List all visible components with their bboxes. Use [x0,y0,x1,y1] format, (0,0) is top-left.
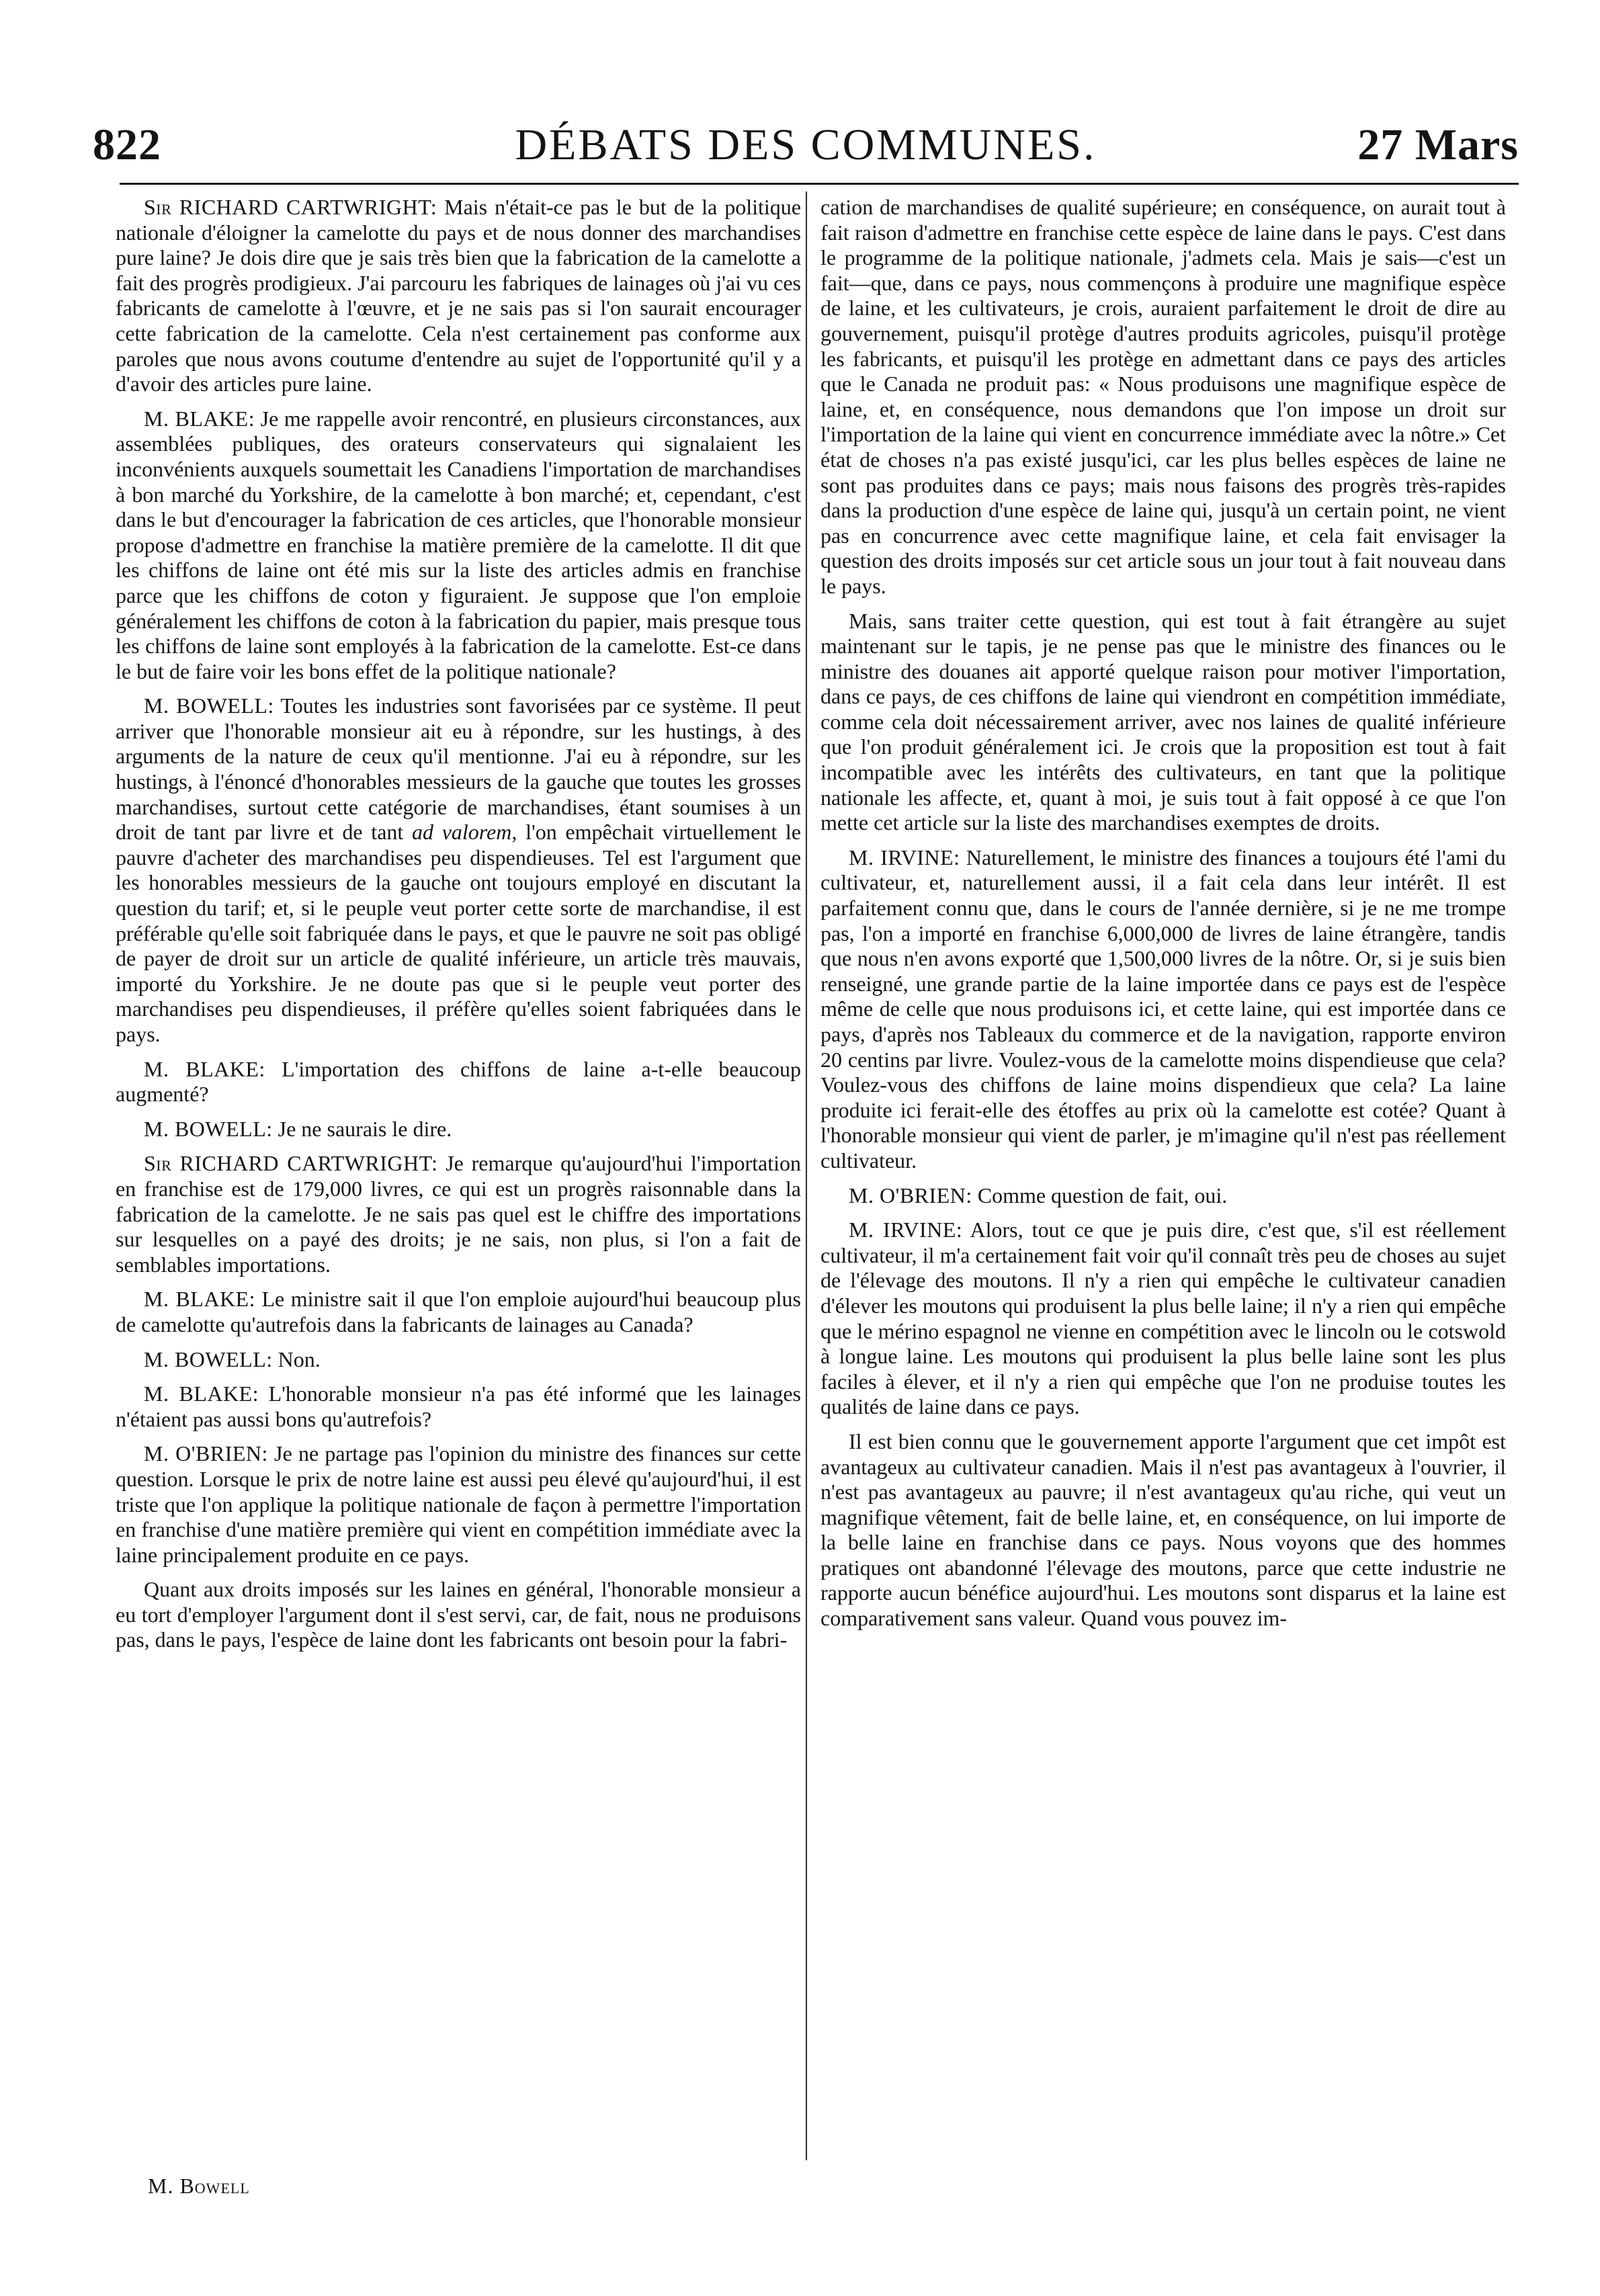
speaker-name: M. BOWELL: [144,693,274,718]
column-divider [806,192,807,2160]
speaker-name: M. BLAKE: [144,1056,265,1081]
speaker-name: Sir RICHARD CARTWRIGHT: [144,195,437,219]
running-date: 27 Mars [1357,120,1519,169]
paragraph [116,195,801,397]
speaker-name: M. O'BRIEN: [144,1441,268,1466]
speech-text: L'importation des chiffons de laine a-t-elle beaucoup augmenté? [116,1056,802,1107]
speech-text: Alors, tout ce que je puis dire, c'est que, s'il est réellement cultivateur, il m'a certainement fait voir qu'il connaît très peu de choses au sujet de l'élevage des moutons. Il n'y a rien qui empêche le cultivateur canadien d'élever les moutons qui produisent la plus belle laine; il n'y a rien qui empêche que le mérino espagnol ne vienne en compétition avec le lincoln ou le cotswold à longue laine. Les moutons qui produisent la plus belle laine sont les plus faciles à élever, et il n'y a rien qui empêche que l'on ne produise toutes les qualités de laine dans ce pays. [820,1218,1507,1419]
speech-text: , l'on empêchait virtuellement le pauvre d'acheter des marchandises peu dispendieuses. Tel est l'argument que les honorables messieurs de la gauche ont toujours employé en discutant la question du tarif; et, si le peuple veut porter cette sorte de marchandise, il est préférable qu'elle soit fabriquée dans le pays, et que le pauvre ne soit pas obligé de payer de droit sur un article de qualité inférieure, un article très mauvais, importé du Yorkshire. Je ne doute pas que si le peuple veut porter des marchandises peu dispendieuses, il préfère qu'elles soient fabriquées dans le pays. [116,820,802,1046]
paragraph [820,1183,1506,1209]
speaker-name: M. IRVINE: [849,845,960,869]
paragraph [820,1429,1506,1631]
speech-text: Naturellement, le ministre des finances a toujours été l'ami du cultivateur, et, naturellement aussi, il a fait cela dans leur intérêt. Il est parfaitement connu que, dans le cours de l'année dernière, si je ne me trompe pas, l'on a importé en franchise 6,000,000 de livres de laine étrangère, tandis que nous n'en avons exporté que 1,500,000 livres de la nôtre. Or, si je suis bien renseigné, une grande partie de la laine importée dans ce pays est de l'espèce même de celle que nous produisons ici, et cette laine, qui est importée dans ce pays, d'après nos Tableaux du commerce et de la navigation, rapporte environ 20 centins par livre. Voulez-vous de la camelotte moins dispendieuse que cela? Voulez-vous des chiffons de laine moins dispendieux que cela? La laine produite ici ferait-elle des étoffes au prix où la camelotte est cotée? Quant à l'honorable monsieur qui vient de parler, je m'imagine qu'il n'est pas réellement cultivateur. [820,845,1507,1173]
speaker-name: M. O'BRIEN: [849,1183,972,1207]
speech-text: Comme question de fait, oui. [972,1183,1228,1207]
paragraph [116,1117,801,1142]
speaker-name: M. BLAKE: [144,1381,259,1406]
paragraph [116,1381,801,1432]
paragraph [116,1151,801,1277]
right-column [820,195,1506,1641]
catchword: M. Bowell [148,2174,250,2198]
page-number: 822 [93,120,161,169]
speech-text: cation de marchandises de qualité supérieure; en conséquence, on aurait tout à fait raison d'admettre en franchise cette espèce de laine dans le pays. C'est dans le programme de la politique nationale, j'admets cela. Mais je sais—c'est un fait—que, dans ce pays, nous commençons à produire une magnifique espèce de laine, et les cultivateurs, je crois, auraient parfaitement le droit de dire au gouvernement, puisqu'il protège d'autres produits agricoles, puisqu'il protège les fabricants, et puisqu'il les protège en admettant dans ce pays des articles que le Canada ne produit pas: « Nous produisons une magnifique espèce de laine, et, en conséquence, nous demandons que l'on impose un droit sur l'importation de la laine qui vient en concurrence immédiate avec la nôtre.» Cet état de choses n'a pas existé jusqu'ici, car les plus belles espèces de laine ne sont pas produites dans ce pays; mais nous faisons des progrès très-rapides dans la production d'une espèce de laine qui, jusqu'à un certain point, ne vient pas en concurrence avec cette magnifique laine, et cela fait envisager la question des droits imposés sur cet article sous un jour tout à fait nouveau dans le pays. [820,195,1506,598]
speech-text: Je me rappelle avoir rencontré, en plusieurs circonstances, aux assemblées publiques, des orateurs conservateurs qui signalaient les inconvénients auxquels soumettait les Canadiens l'importation de marchandises à bon marché du Yorkshire, de la camelotte à bon marché; et, cependant, c'est dans le but d'encourager la fabrication de ces articles, que l'honorable monsieur propose d'admettre en franchise la matière première de la camelotte. Il dit que les chiffons de laine ont été mis sur la liste des articles admis en franchise parce que les chiffons de coton y figuraient. Je suppose que l'on emploie généralement les chiffons de coton à la fabrication du papier, mais presque tous les chiffons de laine sont employés à la fabrication de la camelotte. Est-ce dans le but de faire voir les bons effet de la politique nationale? [116,406,802,683]
speaker-name: M. BLAKE: [144,1287,255,1312]
speaker-name: Sir RICHARD CARTWRIGHT: [144,1151,438,1176]
speech-text: Quant aux droits imposés sur les laines en général, l'honorable monsieur a eu tort d'employer l'argument dont il s'est servi, car, de fait, nous ne produisons pas, dans le pays, l'espèce de laine dont les fabricants ont besoin pour la fabri- [116,1577,801,1652]
speech-text: Toutes les industries sont favorisées par ce système. Il peut arriver que l'honorable monsieur ait eu à répondre, sur les hustings, à des arguments de la nature de ceux qu'il mentionne. J'ai eu à répondre, sur les hustings, à l'énoncé d'honorables messieurs de la gauche que toutes les grosses marchandises, surtout cette catégorie de marchandises, étant soumises à un droit de tant par livre et de tant [116,693,802,845]
speech-text: Non. [272,1347,321,1371]
header-rule [120,183,1519,185]
paragraph [116,1577,801,1653]
italic-term: ad valorem [412,820,512,845]
speech-text: Mais n'était-ce pas le but de la politique nationale d'éloigner la camelotte du pays et de nous donner des marchandises pure laine? Je dois dire que je sais très bien que la fabrication de la camelotte a fait des progrès prodigieux. J'ai parcouru les fabriques de lainages où j'ai vu ces fabricants de camelotte à l'œuvre, et je ne sais pas si l'on saurait encourager cette fabrication de la camelotte. Cela n'est certainement pas conforme aux paroles que nous avons coutume d'entendre au sujet de l'opportunité qu'il y a d'avoir des articles pure laine. [116,195,801,396]
paragraph [820,845,1506,1174]
speech-text: Le ministre sait il que l'on emploie aujourd'hui beaucoup plus de camelotte qu'autrefois dans la fabricants de lainages au Canada? [116,1287,802,1336]
left-column [116,195,801,1662]
running-title: DÉBATS DES COMMUNES. [515,120,1097,169]
speaker-name: M. BLAKE: [144,406,255,431]
paragraph [116,1057,801,1107]
paragraph [820,195,1506,599]
speaker-name: M. BOWELL: [144,1347,273,1371]
page-header [93,120,1519,173]
paragraph [116,1347,801,1373]
speech-text: Je remarque qu'aujourd'hui l'importation en franchise est de 179,000 livres, ce qui est un progrès raisonnable dans la fabrication de la camelotte. Je ne sais pas quel est le chiffre des importations sur lesquelles on a payé des droits; je ne sais, non plus, si l'on a fait de semblables importations. [116,1151,802,1277]
speaker-name: M. BOWELL: [144,1116,273,1141]
speech-text: Je ne saurais le dire. [272,1116,452,1141]
paragraph [116,693,801,1047]
paragraph [820,609,1506,836]
speech-text: Il est bien connu que le gouvernement apporte l'argument que cet impôt est avantageux au cultivateur canadien. Mais il n'est pas avantageux à l'ouvrier, il n'est pas avantageux au pauvre; il n'est avantageux qu'au riche, qui veut un magnifique vêtement, fait de belle laine, et, en conséquence, on lui importe de la belle laine en franchise dans ce pays. Nous voyons que des hommes pratiques ont abandonné l'élevage des moutons, parce que cette industrie ne rapporte aucun bénéfice aujourd'hui. Les moutons sont disparus et la laine est comparativement sans valeur. Quand vous pouvez im- [820,1429,1506,1631]
paragraph [116,1441,801,1568]
paragraph [116,1287,801,1337]
speech-text: L'honorable monsieur n'a pas été informé que les lainages n'étaient pas aussi bons qu'autrefois? [116,1381,802,1431]
speaker-name: M. IRVINE: [849,1218,963,1242]
speech-text: Mais, sans traiter cette question, qui est tout à fait étrangère au sujet maintenant sur le tapis, je ne pense pas que le ministre des finances ou le ministre des douanes ait apporté quelque raison pour motiver l'importation, dans ce pays, de ces chiffons de laine qui viendront en compétition immédiate, comme cela doit nécessairement arriver, avec nos laines de qualité inférieure que l'on produit généralement ici. Je crois que la proposition est tout à fait incompatible avec les intérêts des cultivateurs, en tant que la politique nationale les affecte, et, quant à moi, je suis tout à fait opposé à ce que l'on mette cet article sur la liste des marchandises exemptes de droits. [820,608,1506,835]
paragraph [116,407,801,685]
speech-text: Je ne partage pas l'opinion du ministre des finances sur cette question. Lorsque le prix de notre laine est aussi peu élevé qu'aujourd'hui, il est triste que l'on applique la politique nationale de façon à permettre l'importation en franchise d'une matière première qui vient en compétition immédiate avec la laine principalement produite en ce pays. [116,1441,802,1567]
paragraph [820,1218,1506,1420]
